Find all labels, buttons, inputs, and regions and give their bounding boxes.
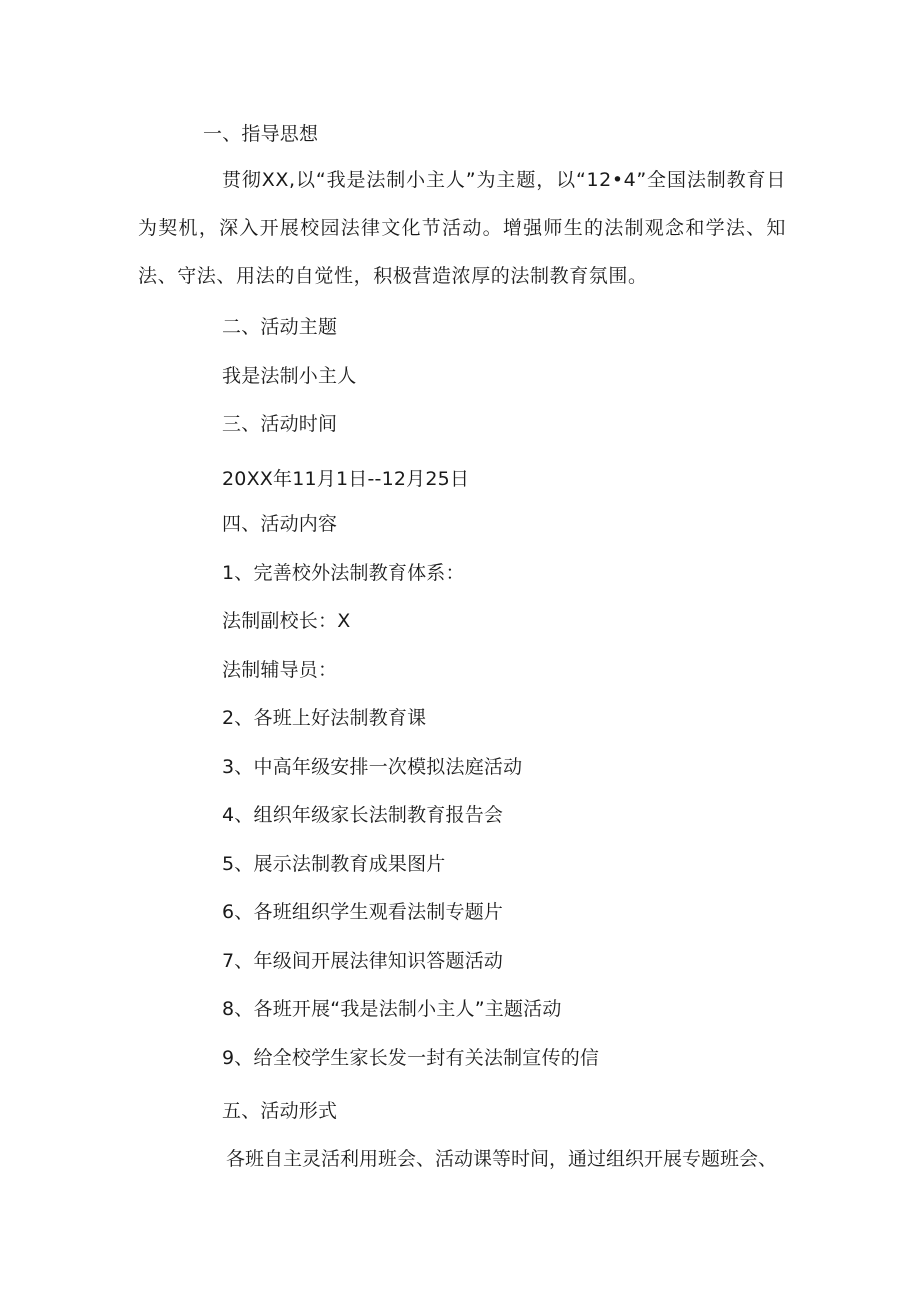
list-item: 法制副校长：X bbox=[222, 610, 351, 632]
list-item: 法制辅导员： bbox=[222, 659, 338, 681]
section-heading-content: 四、活动内容 bbox=[222, 513, 338, 535]
list-item: 5、展示法制教育成果图片 bbox=[222, 853, 446, 875]
list-item: 7、年级间开展法律知识答题活动 bbox=[222, 950, 504, 972]
section-heading-guiding-thought: 一、指导思想 bbox=[203, 123, 319, 145]
section-heading-time: 三、活动时间 bbox=[222, 413, 338, 435]
section-body-time: 20XX年11月1日--12月25日 bbox=[222, 468, 470, 490]
section-body-theme: 我是法制小主人 bbox=[222, 365, 357, 387]
list-item: 9、给全校学生家长发一封有关法制宣传的信 bbox=[222, 1047, 600, 1069]
list-item: 6、各班组织学生观看法制专题片 bbox=[222, 901, 504, 923]
list-item: 1、完善校外法制教育体系： bbox=[222, 562, 465, 584]
list-item: 3、中高年级安排一次模拟法庭活动 bbox=[222, 756, 523, 778]
section-heading-theme: 二、活动主题 bbox=[222, 316, 338, 338]
section-body-guiding-thought: 贯彻XX,以“我是法制小主人”为主题，以“12•4”全国法制教育日为契机，深入开展校园法律文化节活动。增强师生的法制观念和学法、知法、守法、用法的自觉性，积极营造浓厚的法制教育氛围。 bbox=[138, 169, 786, 287]
section-heading-format: 五、活动形式 bbox=[222, 1100, 338, 1122]
list-item: 4、组织年级家长法制教育报告会 bbox=[222, 804, 504, 826]
section-body-format: 各班自主灵活利用班会、活动课等时间，通过组织开展专题班会、 bbox=[226, 1148, 778, 1170]
list-item: 8、各班开展“我是法制小主人”主题活动 bbox=[222, 998, 562, 1020]
list-item: 2、各班上好法制教育课 bbox=[222, 707, 427, 729]
